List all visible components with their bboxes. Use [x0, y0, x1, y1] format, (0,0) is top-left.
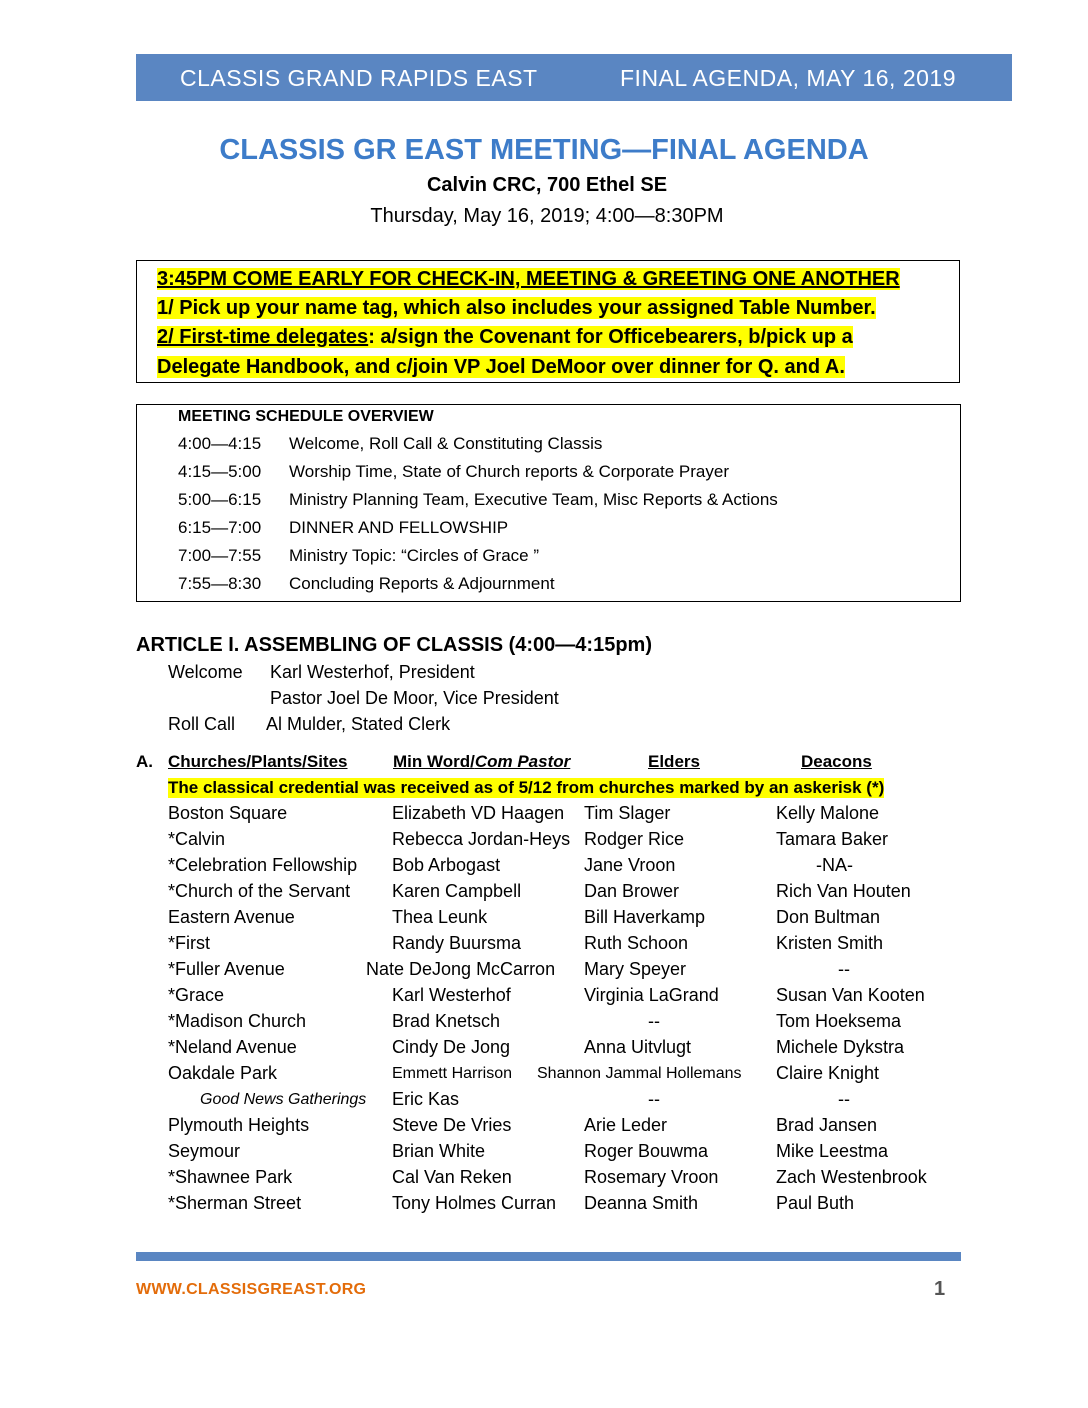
footer-bar	[136, 1252, 961, 1261]
welcome-label: Welcome	[168, 662, 243, 682]
table-row-elder: --	[648, 1011, 660, 1031]
table-row-church: Boston Square	[168, 803, 288, 823]
table-row-elder: Virginia LaGrand	[584, 985, 719, 1005]
table-row-deacon: --	[838, 1089, 850, 1109]
schedule-time: 7:55—8:30	[178, 574, 262, 593]
notice-first-time-label: 2/ First-time delegates	[157, 326, 369, 348]
table-row-elder: Arie Leder	[584, 1115, 668, 1135]
col-header-elders: Elders	[648, 752, 700, 771]
table-row-deacon: Kristen Smith	[776, 933, 884, 953]
table-row-church: *First	[168, 933, 210, 953]
meeting-datetime: Thursday, May 16, 2019; 4:00—8:30PM	[370, 205, 724, 227]
table-row-deacon: Claire Knight	[776, 1063, 880, 1083]
table-row-elder: Rodger Rice	[584, 829, 685, 849]
schedule-time: 6:15—7:00	[178, 518, 262, 537]
table-row-minister: Elizabeth VD Haagen	[392, 803, 565, 823]
table-row-minister: Emmett Harrison	[392, 1065, 513, 1082]
table-row-elder: Deanna Smith	[584, 1193, 699, 1213]
table-row-elder: Jane Vroon	[584, 855, 676, 875]
schedule-desc: DINNER AND FELLOWSHIP	[289, 518, 509, 537]
table-row-minister: Bob Arbogast	[392, 855, 501, 875]
notice-early-checkin: 3:45PM COME EARLY FOR CHECK-IN, MEETING & GREETING ONE ANOTHER	[157, 268, 900, 290]
table-row-elder: Rosemary Vroon	[584, 1167, 719, 1187]
table-row-minister: Thea Leunk	[392, 907, 488, 927]
table-row-church: Eastern Avenue	[168, 907, 295, 927]
table-row-minister: Steve De Vries	[392, 1115, 512, 1135]
schedule-time: 7:00—7:55	[178, 546, 262, 565]
section-letter: A.	[136, 752, 153, 771]
notice-line-1	[157, 267, 900, 291]
table-row-church: *Church of the Servant	[168, 881, 351, 901]
header-organization: CLASSIS GRAND RAPIDS EAST	[180, 65, 538, 91]
page-number: 1	[934, 1278, 946, 1300]
table-row-deacon: Tamara Baker	[776, 829, 889, 849]
table-row-church: Seymour	[168, 1141, 241, 1161]
credential-note: The classical credential was received as of 5/12 from churches marked by an askerisk (*)	[168, 778, 885, 797]
schedule-time: 4:00—4:15	[178, 434, 262, 453]
notice-line-4	[157, 355, 845, 379]
table-row-elder: --	[648, 1089, 660, 1109]
col-header-ministers	[393, 752, 570, 772]
col-header-min-word: Min Word/	[393, 752, 475, 771]
table-row-church: Good News Gatherings	[200, 1091, 367, 1108]
table-row-deacon: Zach Westenbrook	[776, 1167, 927, 1187]
table-row-minister: Cal Van Reken	[392, 1167, 512, 1187]
table-row-minister: Rebecca Jordan-Heys	[392, 829, 571, 849]
table-row-deacon: Don Bultman	[776, 907, 881, 927]
table-row-church: Oakdale Park	[168, 1063, 278, 1083]
table-row-elder: Ruth Schoon	[584, 933, 689, 953]
table-row-elder: Mary Speyer	[584, 959, 687, 979]
notice-name-tag: 1/ Pick up your name tag, which also includes your assigned Table Number.	[157, 297, 876, 319]
table-row-deacon: Kelly Malone	[776, 803, 880, 823]
table-row-church: *Calvin	[168, 829, 226, 849]
table-row-minister: Brian White	[392, 1141, 486, 1161]
schedule-title: MEETING SCHEDULE OVERVIEW	[178, 408, 434, 425]
table-row-elder: Bill Haverkamp	[584, 907, 706, 927]
schedule-time: 4:15—5:00	[178, 462, 262, 481]
schedule-desc: Concluding Reports & Adjournment	[289, 574, 555, 593]
rollcall-clerk: Al Mulder, Stated Clerk	[266, 714, 451, 734]
table-row-elder: Shannon Jammal Hollemans	[537, 1065, 742, 1082]
table-row-deacon: Susan Van Kooten	[776, 985, 925, 1005]
table-row-elder: Tim Slager	[584, 803, 671, 823]
table-row-deacon: Mike Leestma	[776, 1141, 889, 1161]
meeting-location: Calvin CRC, 700 Ethel SE	[426, 174, 668, 196]
table-row-church: *Grace	[168, 985, 225, 1005]
col-header-com-pastor: Com Pastor	[474, 752, 571, 771]
notice-handbook: Delegate Handbook, and c/join VP Joel DeMoor over dinner for Q. and A.	[157, 356, 845, 378]
table-row-church: *Fuller Avenue	[168, 959, 285, 979]
article-title: ARTICLE I. ASSEMBLING OF CLASSIS (4:00—4:15pm)	[136, 634, 652, 656]
table-row-minister: Eric Kas	[392, 1089, 460, 1109]
rollcall-label: Roll Call	[168, 714, 236, 734]
table-row-church: Plymouth Heights	[168, 1115, 310, 1135]
table-row-deacon: Tom Hoeksema	[776, 1011, 902, 1031]
schedule-desc: Ministry Planning Team, Executive Team, Misc Reports & Actions	[289, 490, 778, 509]
welcome-vice-president: Pastor Joel De Moor, Vice President	[270, 688, 559, 708]
table-row-church: *Shawnee Park	[168, 1167, 293, 1187]
page-title: CLASSIS GR EAST MEETING—FINAL AGENDA	[219, 134, 869, 166]
table-row-minister: Randy Buursma	[392, 933, 522, 953]
table-row-deacon: --	[838, 959, 850, 979]
table-row-church: *Madison Church	[168, 1011, 307, 1031]
table-row-elder: Dan Brower	[584, 881, 680, 901]
footer-website-link[interactable]: WWW.CLASSISGREAST.ORG	[136, 1281, 367, 1298]
notice-line-2	[157, 296, 876, 320]
table-row-elder: Roger Bouwma	[584, 1141, 709, 1161]
col-header-churches: Churches/Plants/Sites	[168, 752, 348, 771]
table-row-deacon: -NA-	[816, 855, 853, 875]
table-row-deacon: Michele Dykstra	[776, 1037, 905, 1057]
col-header-deacons: Deacons	[801, 752, 872, 771]
table-row-minister: Nate DeJong McCarron	[366, 959, 556, 979]
notice-line-3	[157, 325, 853, 349]
table-row-deacon: Rich Van Houten	[776, 881, 911, 901]
schedule-desc: Ministry Topic: “Circles of Grace ”	[289, 546, 540, 565]
table-row-minister: Tony Holmes Curran	[392, 1193, 557, 1213]
table-row-minister: Cindy De Jong	[392, 1037, 511, 1057]
table-row-elder: Anna Uitvlugt	[584, 1037, 692, 1057]
table-row-church: *Sherman Street	[168, 1193, 302, 1213]
table-row-deacon: Paul Buth	[776, 1193, 855, 1213]
schedule-desc: Worship Time, State of Church reports & Corporate Prayer	[289, 462, 729, 481]
notice-first-time-text: : a/sign the Covenant for Officebearers, b/pick up a	[368, 326, 853, 348]
table-row-church: *Neland Avenue	[168, 1037, 297, 1057]
table-row-church: *Celebration Fellowship	[168, 855, 358, 875]
header-agenda-date: FINAL AGENDA, MAY 16, 2019	[620, 65, 956, 91]
table-row-deacon: Brad Jansen	[776, 1115, 878, 1135]
schedule-time: 5:00—6:15	[178, 490, 262, 509]
table-row-minister: Karl Westerhof	[392, 985, 511, 1005]
table-row-minister: Brad Knetsch	[392, 1011, 501, 1031]
welcome-president: Karl Westerhof, President	[270, 662, 475, 682]
table-row-minister: Karen Campbell	[392, 881, 522, 901]
schedule-desc: Welcome, Roll Call & Constituting Classis	[289, 434, 603, 453]
